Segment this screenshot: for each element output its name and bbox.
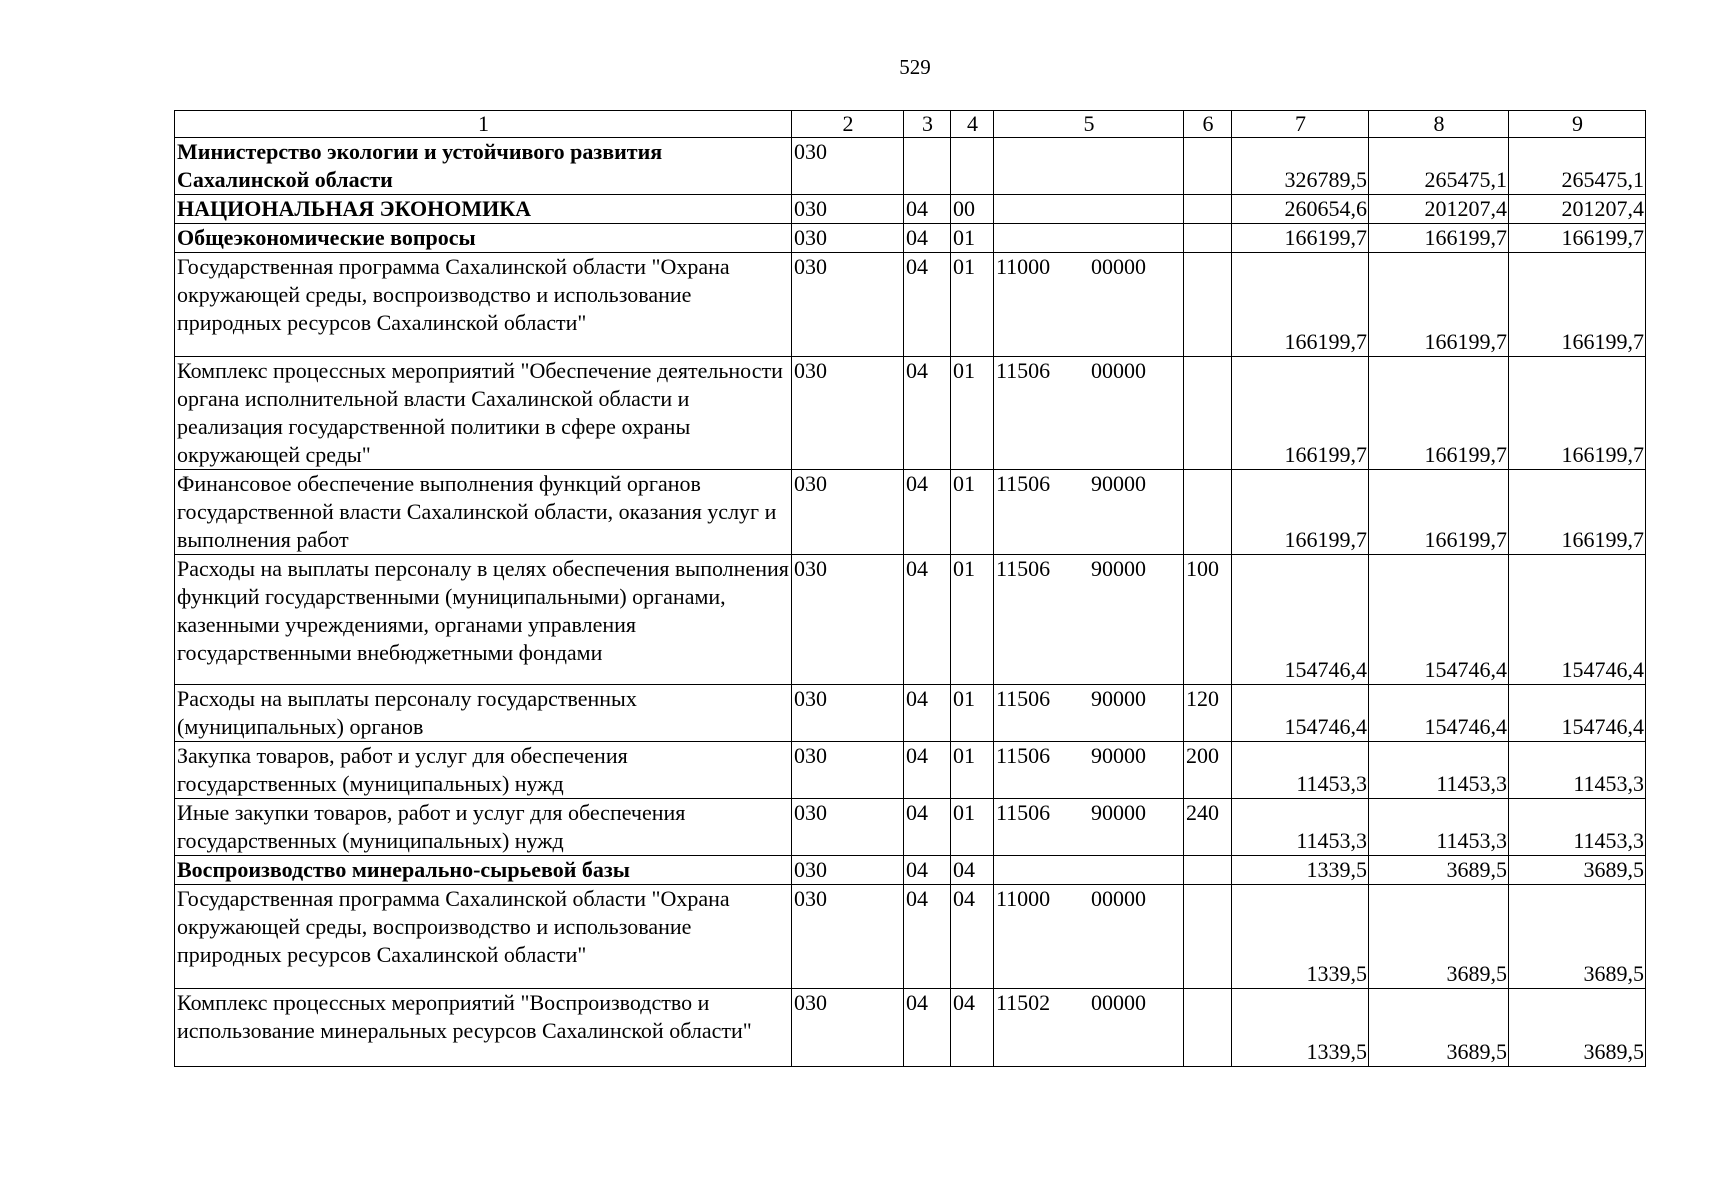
table-row (175, 885, 1646, 989)
section-code: 04 (904, 989, 951, 1067)
target-article-parts (996, 470, 1182, 498)
expense-type-code (1184, 195, 1232, 224)
section-code: 04 (904, 195, 951, 224)
header-col-3: 3 (904, 111, 951, 138)
amount-year-3: 11453,3 (1509, 742, 1646, 799)
subsection-code: 04 (951, 989, 994, 1067)
direction-code: 00000 (1091, 990, 1146, 1015)
direction-code: 90000 (1091, 556, 1146, 581)
expense-type-code: 120 (1184, 685, 1232, 742)
expense-type-code (1184, 989, 1232, 1067)
subsection-code: 01 (951, 742, 994, 799)
subsection-code: 00 (951, 195, 994, 224)
target-article-parts (996, 357, 1182, 385)
expense-type-code (1184, 357, 1232, 470)
amount-year-2: 166199,7 (1369, 224, 1509, 253)
subsection-code: 01 (951, 685, 994, 742)
direction-code: 90000 (1091, 471, 1146, 496)
header-col-6: 6 (1184, 111, 1232, 138)
subsection-code: 01 (951, 799, 994, 856)
target-article-code (994, 989, 1184, 1067)
amount-year-2: 3689,5 (1369, 885, 1509, 989)
direction-code: 90000 (1091, 686, 1146, 711)
amount-year-1: 326789,5 (1232, 138, 1369, 195)
section-code: 04 (904, 799, 951, 856)
target-article-code (994, 742, 1184, 799)
subsection-code: 01 (951, 555, 994, 685)
amount-year-2: 11453,3 (1369, 742, 1509, 799)
ministry-code: 030 (792, 885, 904, 989)
amount-year-3: 11453,3 (1509, 799, 1646, 856)
amount-year-1: 154746,4 (1232, 555, 1369, 685)
direction-code: 00000 (1091, 358, 1146, 383)
target-article-parts (996, 885, 1182, 913)
program-code: 11506 (996, 743, 1051, 768)
header-col-8: 8 (1369, 111, 1509, 138)
amount-year-3: 154746,4 (1509, 685, 1646, 742)
header-col-4: 4 (951, 111, 994, 138)
amount-year-1: 1339,5 (1232, 856, 1369, 885)
subsection-code: 01 (951, 224, 994, 253)
amount-year-1: 260654,6 (1232, 195, 1369, 224)
table-row (175, 685, 1646, 742)
target-article-code (994, 885, 1184, 989)
target-article-code (994, 357, 1184, 470)
row-name: Расходы на выплаты персоналу в целях обеспечения выполнения функций государственными (муниципальными) органами, казенными учреждениями, органами управления государственными внебюджетными фондами (175, 555, 792, 685)
amount-year-1: 166199,7 (1232, 470, 1369, 555)
ministry-code: 030 (792, 195, 904, 224)
amount-year-3: 166199,7 (1509, 224, 1646, 253)
program-code: 11506 (996, 471, 1051, 496)
amount-year-3: 3689,5 (1509, 989, 1646, 1067)
table-body (175, 138, 1646, 1067)
amount-year-1: 166199,7 (1232, 357, 1369, 470)
section-code: 04 (904, 224, 951, 253)
target-article-code (994, 195, 1184, 224)
amount-year-1: 1339,5 (1232, 885, 1369, 989)
amount-year-2: 166199,7 (1369, 253, 1509, 357)
section-code: 04 (904, 555, 951, 685)
ministry-code: 030 (792, 742, 904, 799)
amount-year-3: 3689,5 (1509, 856, 1646, 885)
table-row (175, 555, 1646, 685)
section-code: 04 (904, 357, 951, 470)
ministry-code: 030 (792, 253, 904, 357)
expense-type-code (1184, 856, 1232, 885)
amount-year-2: 154746,4 (1369, 555, 1509, 685)
section-code (904, 138, 951, 195)
row-name: Иные закупки товаров, работ и услуг для обеспечения государственных (муниципальных) нужд (175, 799, 792, 856)
row-name: Воспроизводство минерально-сырьевой базы (175, 856, 792, 885)
target-article-code (994, 555, 1184, 685)
ministry-code: 030 (792, 224, 904, 253)
amount-year-2: 154746,4 (1369, 685, 1509, 742)
target-article-code (994, 799, 1184, 856)
amount-year-2: 166199,7 (1369, 470, 1509, 555)
expense-type-code: 240 (1184, 799, 1232, 856)
expense-type-code: 200 (1184, 742, 1232, 799)
page-number: 529 (899, 55, 931, 79)
target-article-code (994, 224, 1184, 253)
subsection-code: 01 (951, 470, 994, 555)
target-article-code (994, 253, 1184, 357)
program-code: 11506 (996, 556, 1051, 581)
section-code: 04 (904, 742, 951, 799)
amount-year-3: 166199,7 (1509, 470, 1646, 555)
ministry-code: 030 (792, 138, 904, 195)
expense-type-code (1184, 885, 1232, 989)
amount-year-2: 201207,4 (1369, 195, 1509, 224)
row-name: Комплекс процессных мероприятий "Обеспечение деятельности органа исполнительной власти Сахалинской области и реализация государственной политики в сфере охраны окружающей среды" (175, 357, 792, 470)
target-article-parts (996, 742, 1182, 770)
target-article-code (994, 470, 1184, 555)
amount-year-1: 154746,4 (1232, 685, 1369, 742)
target-article-code (994, 138, 1184, 195)
table-row (175, 470, 1646, 555)
row-name: Государственная программа Сахалинской области "Охрана окружающей среды, воспроизводство и использование природных ресурсов Сахалинской области" (175, 885, 792, 989)
row-name: Закупка товаров, работ и услуг для обеспечения государственных (муниципальных) нужд (175, 742, 792, 799)
program-code: 11000 (996, 886, 1051, 911)
table-row (175, 138, 1646, 195)
expense-type-code (1184, 138, 1232, 195)
direction-code: 90000 (1091, 800, 1146, 825)
section-code: 04 (904, 685, 951, 742)
program-code: 11502 (996, 990, 1051, 1015)
amount-year-1: 166199,7 (1232, 253, 1369, 357)
header-col-7: 7 (1232, 111, 1369, 138)
amount-year-1: 1339,5 (1232, 989, 1369, 1067)
section-code: 04 (904, 253, 951, 357)
header-col-2: 2 (792, 111, 904, 138)
target-article-parts (996, 555, 1182, 583)
expense-type-code (1184, 253, 1232, 357)
subsection-code: 04 (951, 856, 994, 885)
table-row (175, 253, 1646, 357)
header-col-1: 1 (175, 111, 792, 138)
program-code: 11506 (996, 686, 1051, 711)
amount-year-2: 3689,5 (1369, 856, 1509, 885)
budget-table (174, 110, 1646, 1067)
amount-year-1: 11453,3 (1232, 742, 1369, 799)
amount-year-3: 3689,5 (1509, 885, 1646, 989)
ministry-code: 030 (792, 555, 904, 685)
table-row (175, 799, 1646, 856)
target-article-parts (996, 799, 1182, 827)
row-name: НАЦИОНАЛЬНАЯ ЭКОНОМИКА (175, 195, 792, 224)
section-code: 04 (904, 856, 951, 885)
header-col-5: 5 (994, 111, 1184, 138)
expense-type-code (1184, 470, 1232, 555)
direction-code: 00000 (1091, 886, 1146, 911)
amount-year-3: 166199,7 (1509, 357, 1646, 470)
table-row (175, 742, 1646, 799)
table-row (175, 856, 1646, 885)
amount-year-3: 154746,4 (1509, 555, 1646, 685)
amount-year-2: 265475,1 (1369, 138, 1509, 195)
table-row (175, 357, 1646, 470)
table-row (175, 195, 1646, 224)
ministry-code: 030 (792, 856, 904, 885)
target-article-parts (996, 685, 1182, 713)
subsection-code (951, 138, 994, 195)
target-article-parts (996, 253, 1182, 281)
section-code: 04 (904, 470, 951, 555)
amount-year-2: 166199,7 (1369, 357, 1509, 470)
program-code: 11000 (996, 254, 1051, 279)
direction-code: 90000 (1091, 743, 1146, 768)
ministry-code: 030 (792, 357, 904, 470)
amount-year-3: 265475,1 (1509, 138, 1646, 195)
row-name: Общеэкономические вопросы (175, 224, 792, 253)
ministry-code: 030 (792, 470, 904, 555)
header-row (175, 111, 1646, 138)
amount-year-2: 11453,3 (1369, 799, 1509, 856)
amount-year-3: 201207,4 (1509, 195, 1646, 224)
amount-year-1: 11453,3 (1232, 799, 1369, 856)
amount-year-1: 166199,7 (1232, 224, 1369, 253)
expense-type-code: 100 (1184, 555, 1232, 685)
section-code: 04 (904, 885, 951, 989)
ministry-code: 030 (792, 799, 904, 856)
row-name: Министерство экологии и устойчивого развития Сахалинской области (175, 138, 792, 195)
row-name: Государственная программа Сахалинской области "Охрана окружающей среды, воспроизводство и использование природных ресурсов Сахалинской области" (175, 253, 792, 357)
ministry-code: 030 (792, 989, 904, 1067)
row-name: Финансовое обеспечение выполнения функций органов государственной власти Сахалинской области, оказания услуг и выполнения работ (175, 470, 792, 555)
program-code: 11506 (996, 358, 1051, 383)
amount-year-3: 166199,7 (1509, 253, 1646, 357)
subsection-code: 01 (951, 357, 994, 470)
row-name: Расходы на выплаты персоналу государственных (муниципальных) органов (175, 685, 792, 742)
ministry-code: 030 (792, 685, 904, 742)
table-row (175, 989, 1646, 1067)
target-article-code (994, 856, 1184, 885)
amount-year-2: 3689,5 (1369, 989, 1509, 1067)
program-code: 11506 (996, 800, 1051, 825)
target-article-parts (996, 989, 1182, 1017)
expense-type-code (1184, 224, 1232, 253)
direction-code: 00000 (1091, 254, 1146, 279)
table-row (175, 224, 1646, 253)
subsection-code: 04 (951, 885, 994, 989)
header-col-9: 9 (1509, 111, 1646, 138)
row-name: Комплекс процессных мероприятий "Воспроизводство и использование минеральных ресурсов Сахалинской области" (175, 989, 792, 1067)
target-article-code (994, 685, 1184, 742)
table-header (175, 111, 1646, 138)
subsection-code: 01 (951, 253, 994, 357)
